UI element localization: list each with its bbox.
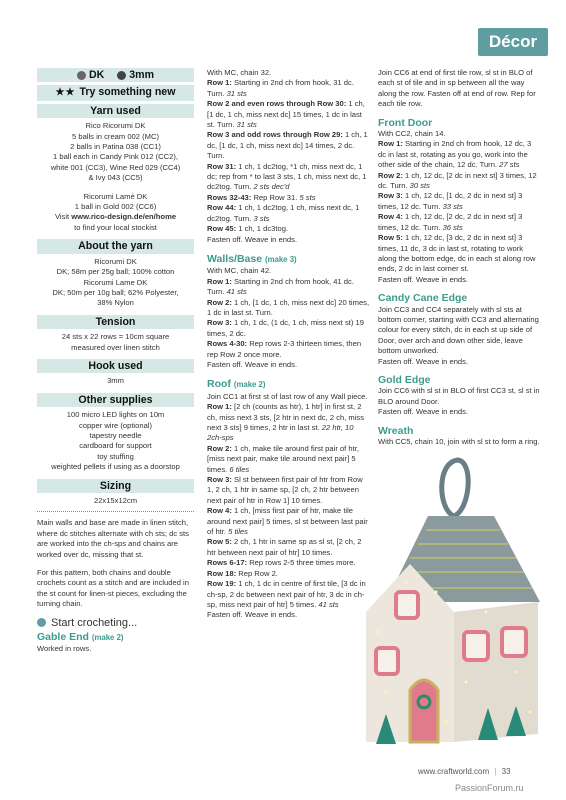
row-label: Row 18:: [207, 568, 239, 578]
tile-edge-text: Join CC6 at end of first tile row, sl st in BLO of each st of tile and in sp between all the way along the row. Fasten off at end of row. Rep for each tile row.: [378, 68, 536, 109]
watermark: PassionForum.ru: [455, 783, 524, 793]
pattern-row: [207, 339, 370, 360]
hanging-loop: [442, 460, 468, 516]
page-number: 33: [501, 767, 511, 776]
yarn-ball-icon: [77, 71, 86, 80]
pattern-row: [378, 171, 541, 192]
supply-item: tapestry needle: [89, 430, 142, 440]
pattern-row: [207, 277, 370, 298]
row-label: Row 45:: [207, 224, 239, 234]
row-label: Row 4:: [378, 212, 406, 222]
roof-heading: Roof (make 2): [207, 378, 266, 391]
row-label: Rows 32-43:: [207, 192, 254, 202]
row-instruction: [2 ch (counts as htr), 1 htr] in first st, 2 ch, miss next 3 sts, [2 htr in next dc, 2 ch, miss next 3 sts] 9 times, 2 htr in last st.: [207, 402, 364, 432]
window: [396, 592, 418, 618]
roof-rows: [207, 402, 370, 610]
row-instruction: 1 ch, 12 dc, [2 dc in next st] 3 times, 12 dc. Turn.: [378, 170, 537, 191]
row-label: Row 2:: [207, 297, 235, 307]
row-label: Row 2:: [207, 443, 235, 453]
stitch-count: 3 sts: [253, 213, 270, 223]
row-label: Row 1:: [378, 139, 406, 149]
row-label: Row 2:: [378, 170, 406, 180]
row-label: Row 4:: [207, 506, 235, 516]
fasten-off: Fasten off. Weave in ends.: [207, 359, 298, 369]
row-instruction: 1 ch, [1 dc, 1 ch, miss next dc] 20 times, 1 dc in last st. Turn.: [207, 297, 370, 317]
pattern-row: [207, 99, 370, 130]
stitch-count: 41 sts: [226, 287, 247, 297]
row-instruction: 1 ch, 12 dc, [3 dc, 2 dc in next st] 3 times, 11 dc, 3 dc in last st, rotating to work along the bottom edge, dc in each st along row ends, 2 dc in last corner st.: [378, 233, 536, 274]
stitch-count: 36 sts: [442, 222, 463, 232]
tension-text: [37, 332, 194, 353]
pattern-row: [207, 579, 370, 610]
pattern-row: [207, 402, 370, 444]
hook-icon: [117, 71, 126, 80]
row-instruction: Rep rows 2-5 three times more.: [249, 558, 356, 568]
about-line: Ricorumi DK: [94, 256, 137, 266]
row-label: Rows 4-30:: [207, 339, 250, 349]
pattern-row: [207, 475, 370, 506]
about-line: DK; 50m per 10g ball; 62% Polyester,: [52, 287, 179, 297]
middle-column: [207, 68, 370, 621]
row-label: Row 5:: [207, 537, 235, 547]
gold-edge-text: Join CC6 with sl st in BLO of first CC3 st, sl st in BLO around Door.: [378, 386, 540, 406]
stitch-count: 6 tiles: [229, 464, 250, 474]
row-instruction: 1 ch, 1 dc, [1 dc, 1 ch, miss next dc] 14 times, 2 dc. Turn.: [207, 130, 368, 161]
supply-item: weighted pellets if using as a doorstop: [51, 462, 180, 472]
stitch-count: 5 sts: [299, 192, 316, 202]
stitch-count: 33 sts: [442, 201, 463, 211]
stitch-count: 30 sts: [409, 181, 430, 191]
row-instruction: Rep Row 2.: [238, 568, 278, 578]
row-label: Row 5:: [378, 233, 406, 243]
pattern-row: [378, 212, 541, 233]
pattern-row: [207, 569, 370, 579]
gold-edge-heading: Gold Edge: [378, 373, 431, 386]
walls-heading: Walls/Base (make 3): [207, 252, 297, 265]
supply-item: toy stuffing: [97, 451, 134, 461]
hook-value: 3mm: [107, 376, 124, 386]
pattern-row: [207, 537, 370, 558]
window: [502, 628, 526, 656]
stitch-count: 31 sts: [236, 120, 257, 130]
candy-cane-heading: Candy Cane Edge: [378, 292, 468, 305]
row-instruction: Starting in 2nd ch from hook, 12 dc, 3 dc in last st, rotating as you go, work into the other side of the chain, 12 dc. Turn.: [378, 139, 532, 170]
yarn-weight: DK: [89, 69, 105, 81]
tension-heading: Tension: [37, 315, 194, 329]
fasten-off: Fasten off. Weave in ends.: [207, 234, 298, 244]
stitch-count-note: For this pattern, both chains and double crochets count as a stitch and are included in the st count for linen-st pieces, excluding the turning chain.: [37, 568, 189, 609]
pattern-row: [207, 78, 370, 99]
row-instruction: 1 ch, 1 dc, (1 dc, 1 ch, miss next st) 19 times, 2 dc.: [207, 318, 365, 338]
row-instruction: 1 ch, 1 dc3tog.: [238, 224, 289, 234]
row-label: Row 31:: [207, 161, 239, 171]
stitch-count: 5 tiles: [228, 527, 248, 537]
fasten-off: Fasten off. Weave in ends.: [378, 274, 469, 284]
row-instruction: Rep rows 2-3 thirteen times, then rep Row 2 once more.: [207, 339, 362, 359]
stitch-count: 27 sts: [499, 160, 520, 170]
about-line: 38% Nylon: [97, 298, 134, 308]
roof-intro: Join CC1 at first st of last row of any Wall piece.: [207, 391, 368, 401]
window: [464, 632, 488, 660]
sizing-value: 22x15x12cm: [93, 496, 138, 505]
gable-rows: [207, 78, 370, 234]
supplies-list: [37, 410, 194, 472]
difficulty-label: Try something new: [79, 86, 176, 99]
front-door-heading: Front Door: [378, 116, 433, 129]
yarn-line: 2 balls in Patina 038 (CC1): [70, 142, 161, 152]
pattern-row: [207, 203, 370, 224]
yarn-line: 1 ball each in Candy Pink 012 (CC2),: [53, 152, 178, 162]
hook-heading: Hook used: [37, 359, 194, 373]
row-label: Row 3 and odd rows through Row 29:: [207, 130, 345, 140]
page-footer: [418, 767, 511, 776]
pattern-row: [207, 162, 370, 193]
row-instruction: 1 ch, 12 dc, [2 dc, 2 dc in next st] 3 times, 12 dc. Turn.: [378, 212, 523, 232]
stockist-line: Visit www.rico-design.de/en/home: [54, 212, 177, 222]
door-intro: With CC2, chain 14.: [378, 129, 446, 139]
site-url[interactable]: www.craftworld.com: [418, 767, 490, 776]
yarn-used-list: [37, 121, 194, 233]
walls-intro: With MC, chain 42.: [207, 266, 272, 276]
about-line: Ricorumi Lame DK: [83, 277, 148, 287]
about-line: DK; 58m per 25g ball; 100% cotton: [56, 267, 175, 277]
wreath-heading: Wreath: [378, 424, 414, 437]
door-rows: [378, 139, 541, 274]
row-label: Row 1:: [207, 78, 235, 88]
supplies-heading: Other supplies: [37, 393, 194, 407]
supply-item: 100 micro LED lights on 10m: [66, 410, 165, 420]
yarn-weight-hook-bar: [37, 68, 194, 82]
about-yarn-heading: About the yarn: [37, 239, 194, 253]
fasten-off: Fasten off. Weave in ends.: [207, 610, 298, 620]
pattern-row: [378, 191, 541, 212]
gable-end-heading: Gable End (make 2): [37, 631, 124, 644]
row-instruction: 1 ch, 1 dc2tog, 1 ch, miss next dc, 1 dc2tog. Turn.: [207, 203, 360, 223]
row-instruction: 1 ch, [miss first pair of htr, make tile around next pair] 5 times, sl st between last pair of htr.: [207, 506, 368, 537]
row-instruction: 2 ch, 1 htr in same sp as sl st, [2 ch, 2 htr between next pair of htr] 10 times.: [207, 537, 362, 557]
gable-intro: With MC, chain 32.: [207, 68, 272, 77]
yarn-line: white 001 (CC3), Wine Red 029 (CC4): [50, 162, 181, 172]
tension-line: 24 sts x 22 rows = 10cm square: [61, 332, 170, 342]
start-label: Start crocheting...: [51, 616, 138, 629]
walls-rows: [207, 277, 370, 360]
tension-line: measured over linen stitch: [71, 342, 160, 352]
row-label: Row 3:: [207, 475, 235, 485]
section-tab: Décor: [478, 28, 548, 56]
wreath-text: With CC5, chain 10, join with sl st to form a ring.: [378, 437, 540, 446]
sizing-heading: Sizing: [37, 479, 194, 493]
row-label: Row 2 and even rows through Row 30:: [207, 99, 349, 109]
row-label: Row 1:: [207, 276, 235, 286]
right-column: [378, 68, 541, 447]
row-label: Row 3:: [378, 191, 406, 201]
row-instruction: Rep Row 31.: [253, 192, 300, 202]
fasten-off: Fasten off. Weave in ends.: [378, 356, 469, 366]
difficulty-stars-icon: ★★: [55, 87, 76, 99]
yarn-line: & Ivy 043 (CC5): [88, 173, 143, 183]
pattern-row: [207, 558, 370, 568]
supply-item: copper wire (optional): [78, 420, 153, 430]
crochet-house-photo: [366, 452, 544, 752]
candy-cane-text: Join CC3 and CC4 separately with sl sts at bottom corner, starting with CC3 and alternating colour for every stitch, dc in each st up side of Door, over arch and down other side, leave bottom unworked.: [378, 304, 539, 356]
row-instruction: Sl st between first pair of htr from Row 1, 2 ch, 1 htr in same sp, [2 ch, 2 htr between next pair of htr in Row 1] 10 times.: [207, 475, 363, 505]
stitch-count: 22 htr, 10 2ch-sps: [207, 423, 354, 443]
yarn-line: 1 ball in Gold 002 (CC6): [74, 202, 157, 212]
linen-stitch-note: Main walls and base are made in linen stitch, where dc stitches alternate with ch sts; dc sts are worked into the ch-sps and chains are worked over dc, missing that st.: [37, 518, 189, 559]
pattern-row: [207, 444, 370, 475]
pattern-row: [378, 139, 541, 170]
row-instruction: 1 ch, 12 dc, [1 dc, 2 dc in next st] 3 times, 12 dc. Turn.: [378, 191, 523, 211]
stitch-count: 41 sts: [318, 599, 339, 609]
pattern-row: [207, 298, 370, 319]
left-column: [37, 68, 194, 655]
yarn-line: Ricorumi Lamé DK: [83, 191, 148, 201]
start-crocheting: [37, 618, 194, 628]
row-label: Row 44:: [207, 203, 239, 213]
row-label: Row 1:: [207, 402, 235, 412]
house-side: [454, 602, 538, 742]
supply-item: cardboard for support: [79, 441, 152, 451]
difficulty-bar: [37, 85, 194, 100]
yarn-used-heading: Yarn used: [37, 104, 194, 118]
separator: |: [494, 767, 497, 776]
pattern-row: [207, 193, 370, 203]
row-instruction: 1 ch, make tile around first pair of htr, [miss next pair, make tile around next pair] 5 times.: [207, 443, 359, 474]
row-label: Row 19:: [207, 579, 239, 589]
yarn-line: Rico Ricorumi DK: [85, 121, 146, 131]
window: [376, 648, 398, 674]
front-door: [410, 680, 438, 742]
stitch-count: 31 sts: [226, 88, 247, 98]
divider: [37, 511, 194, 512]
row-instruction: 1 ch, [1 dc, 1 ch, miss next dc] 15 times, 1 dc in last st. Turn.: [207, 99, 365, 130]
row-label: Row 3:: [207, 318, 235, 328]
stockist-link[interactable]: www.rico-design.de/en/home: [71, 212, 177, 222]
pattern-row: [207, 130, 370, 161]
pattern-row: [207, 224, 370, 234]
hook-size: 3mm: [129, 69, 154, 81]
gable-end-text: Worked in rows.: [37, 644, 92, 654]
about-yarn-list: [37, 257, 194, 309]
yarn-line: 5 balls in cream 002 (MC): [72, 131, 159, 141]
stockist-note: to find your local stockist: [74, 222, 157, 232]
pattern-row: [207, 506, 370, 537]
row-instruction: 1 ch, 1 dc in centre of first tile, [3 dc in ch-sp, 2 dc between next pair of htr, 3 dc in ch-sp, miss next pair of htr] 5 times.: [207, 579, 366, 609]
fasten-off: Fasten off. Weave in ends.: [378, 407, 469, 417]
pattern-row: [378, 233, 541, 275]
row-instruction: Starting in 2nd ch from hook, 31 dc. Turn.: [207, 78, 354, 98]
row-instruction: 1 ch, 1 dc2tog, *1 ch, miss next dc, 1 dc; rep from * to last 3 sts, 1 ch, miss next dc, 1 dc2tog. Turn.: [207, 161, 367, 192]
bullet-icon: [37, 618, 46, 627]
row-label: Rows 6-17:: [207, 558, 250, 568]
pattern-row: [207, 318, 370, 339]
row-instruction: Starting in 2nd ch from hook, 41 dc. Turn.: [207, 276, 354, 297]
stitch-count: 2 sts dec'd: [253, 182, 290, 192]
